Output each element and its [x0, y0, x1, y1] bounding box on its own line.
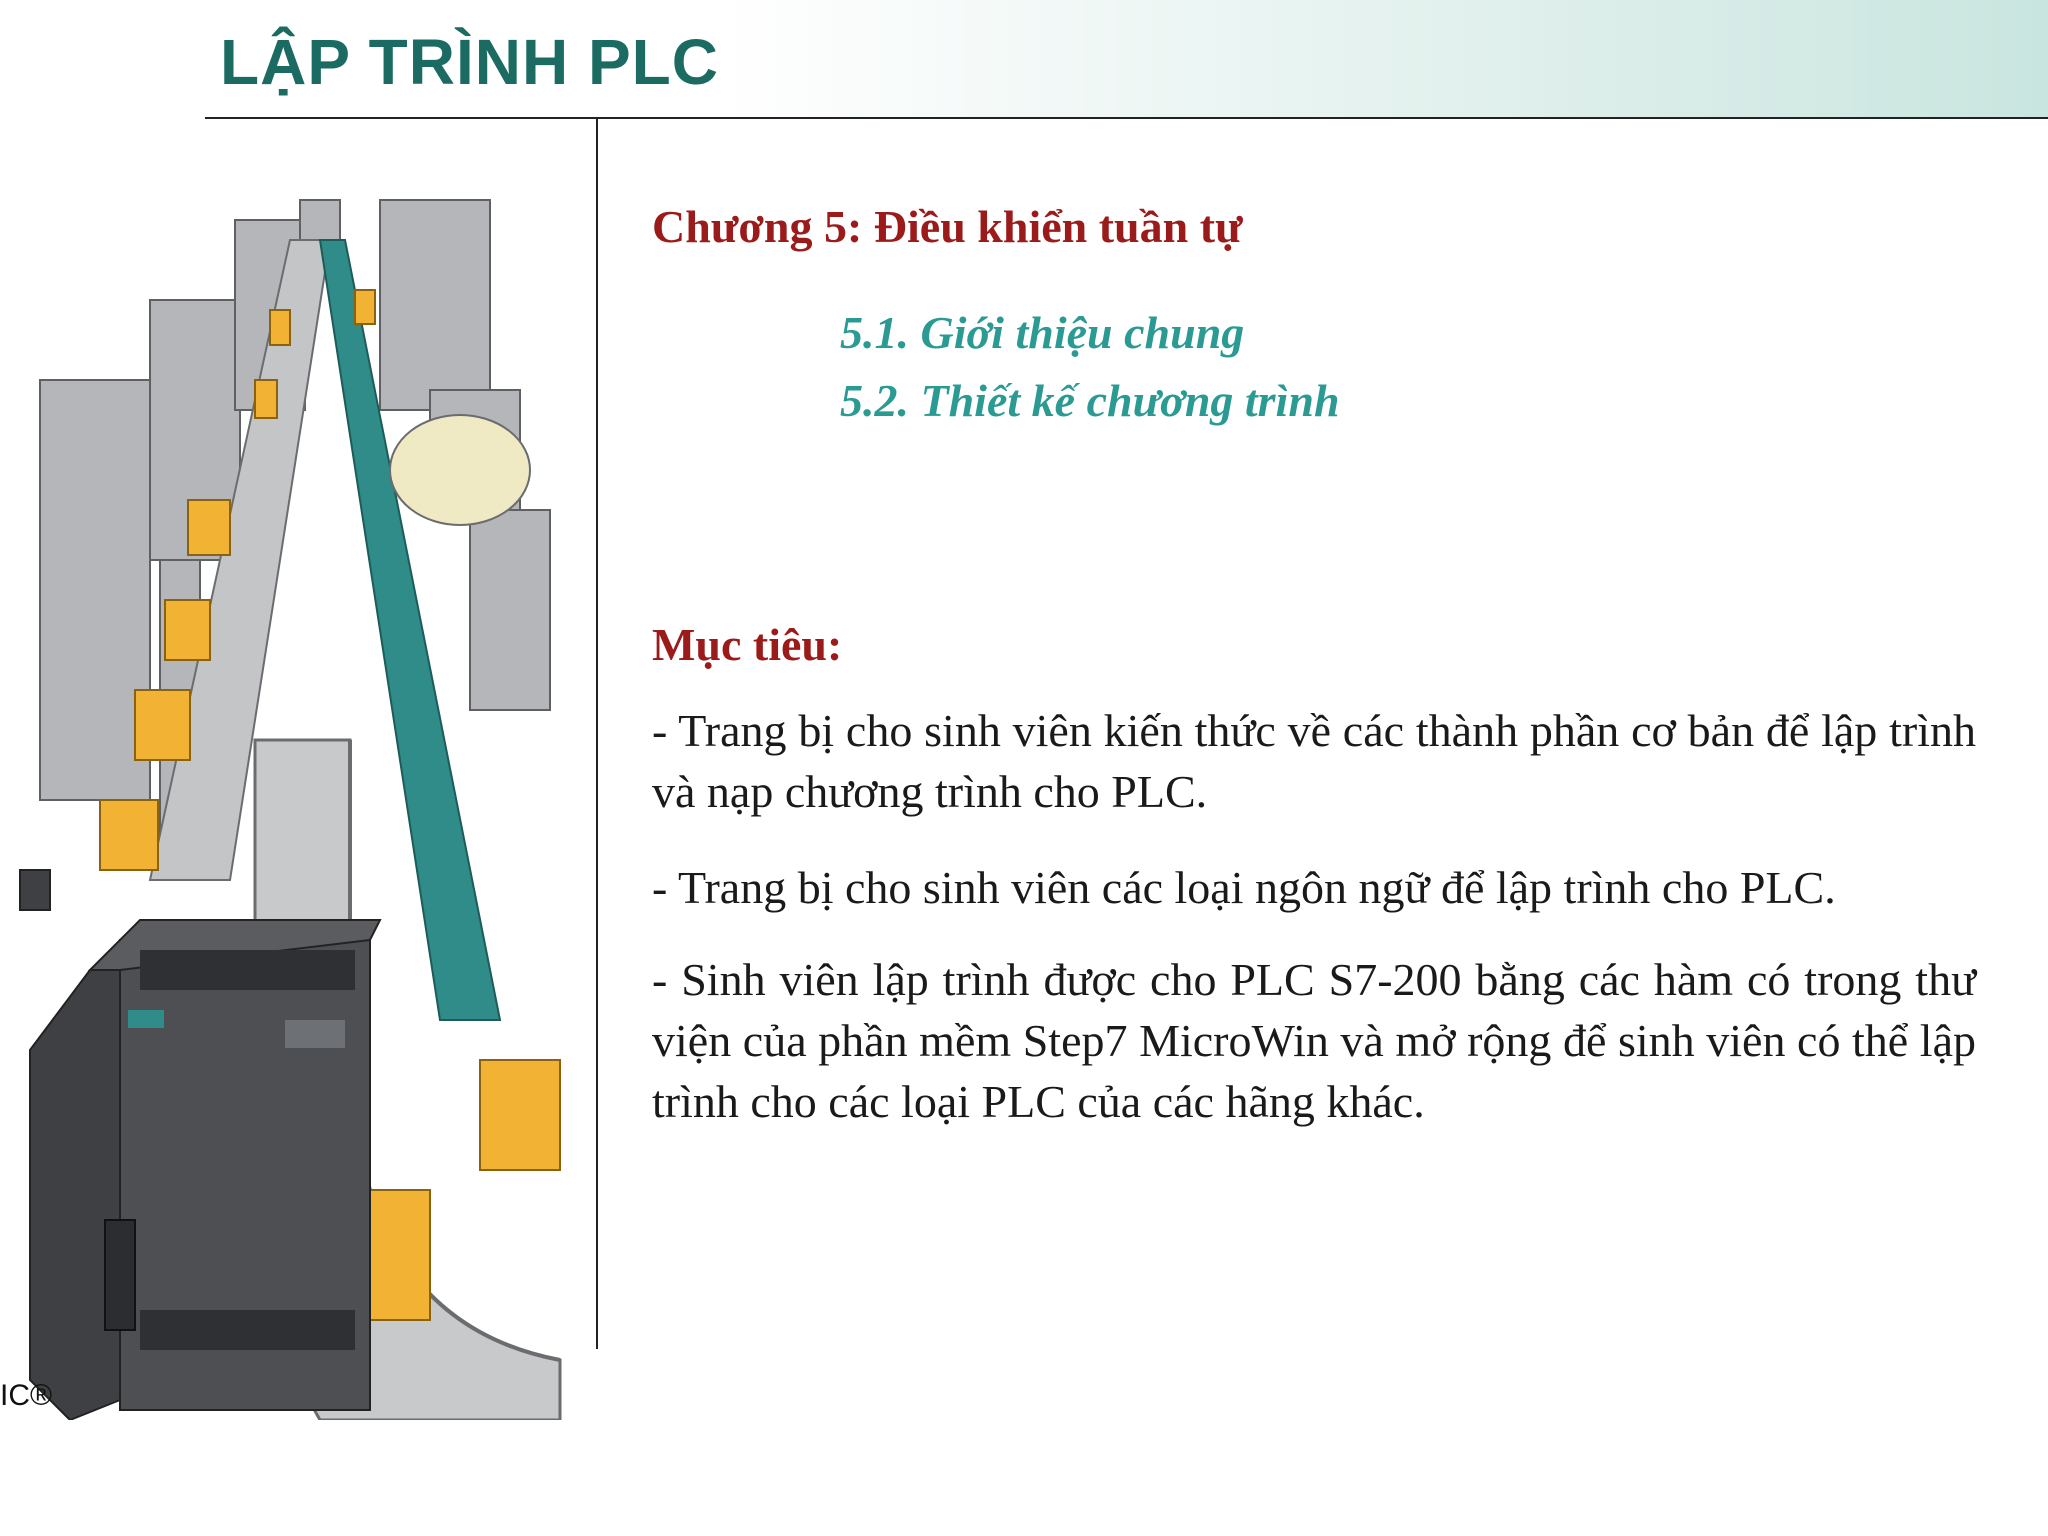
box — [165, 600, 210, 660]
box — [480, 1060, 560, 1170]
objective-heading: Mục tiêu: — [652, 619, 843, 670]
machine-block — [470, 510, 550, 710]
machine-block — [380, 200, 490, 410]
section-item: 5.2. Thiết kế chương trình — [840, 375, 1340, 426]
plc-label — [285, 1020, 345, 1048]
brand-label — [128, 1010, 164, 1028]
plc-unit — [20, 870, 380, 1420]
box — [100, 800, 158, 870]
chapter-heading: Chương 5: Điều khiển tuần tự — [652, 201, 1243, 252]
logo-text: IC® — [0, 1379, 53, 1412]
objective-item: - Trang bị cho sinh viên kiến thức về các thành phần cơ bản để lập trình và nạp chương trình cho PLC. — [652, 705, 1976, 817]
port — [105, 1220, 135, 1330]
terminal-strip — [140, 950, 355, 990]
box — [270, 310, 290, 345]
box — [188, 500, 230, 555]
header-divider — [205, 117, 2048, 119]
machine-block — [40, 380, 150, 800]
mount — [20, 870, 50, 910]
plc-side — [30, 970, 120, 1420]
vertical-divider — [596, 119, 598, 1349]
slide-title: LẬP TRÌNH PLC — [220, 26, 719, 98]
hopper — [390, 415, 530, 525]
objective-item: - Trang bị cho sinh viên các loại ngôn ngữ để lập trình cho PLC. — [652, 862, 1836, 913]
terminal-strip — [140, 1310, 355, 1350]
box — [355, 290, 375, 324]
box — [255, 380, 277, 418]
objective-item: - Sinh viên lập trình được cho PLC S7-200 bằng các hàm có trong thư viện của phần mềm Step7 MicroWin và mở rộng để sinh viên có thể lập trình cho các loại PLC của các hãng khác. — [652, 954, 1976, 1127]
section-item: 5.1. Giới thiệu chung — [840, 307, 1245, 358]
plc-conveyor-illustration — [0, 180, 590, 1420]
box — [135, 690, 190, 760]
box — [370, 1190, 430, 1320]
